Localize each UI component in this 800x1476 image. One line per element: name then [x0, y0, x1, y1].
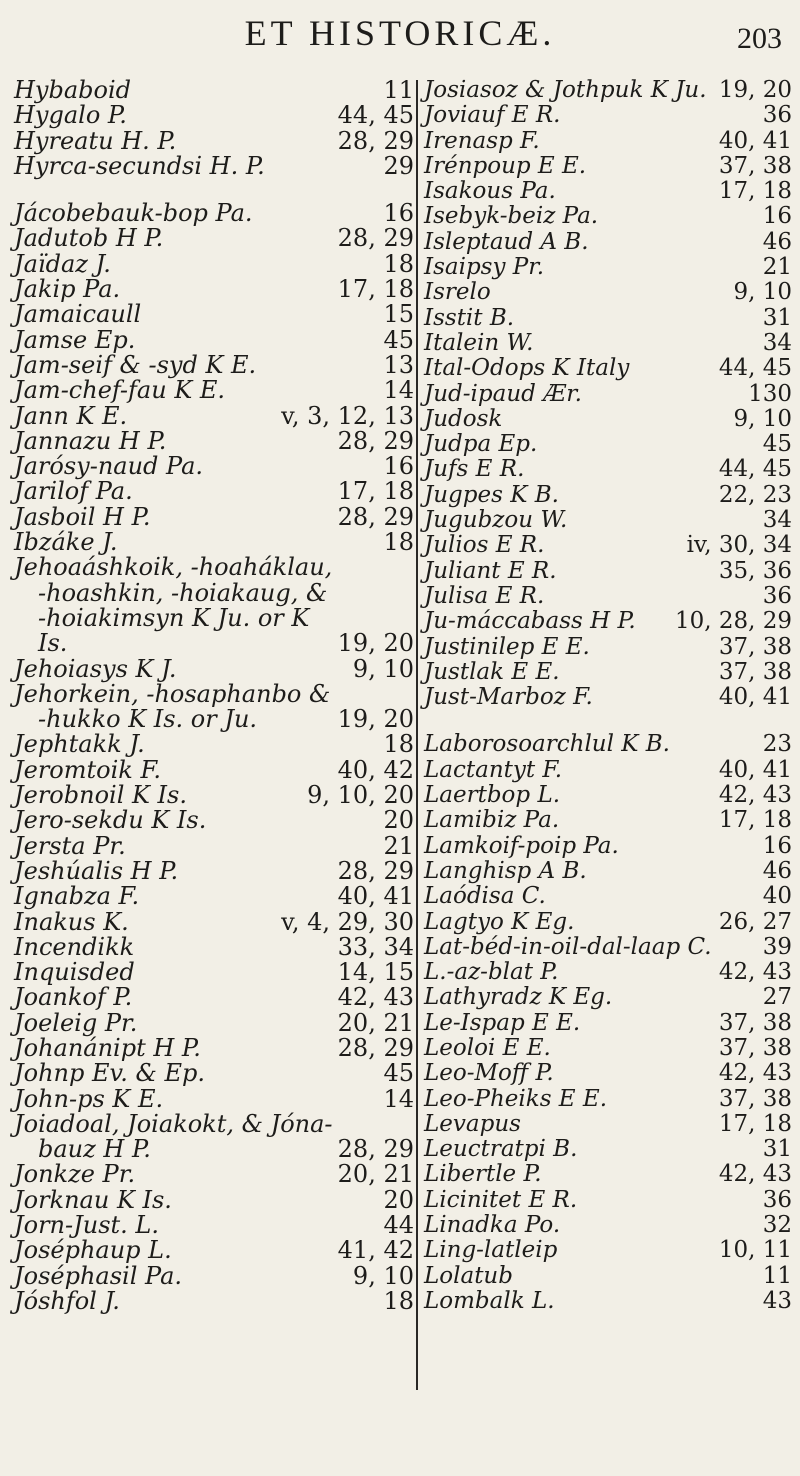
- index-entry: [424, 1188, 792, 1213]
- entry-name: Joviauf E R.: [424, 102, 561, 129]
- index-entry: [424, 407, 792, 432]
- index-entry: [14, 1286, 414, 1315]
- index-entry: [424, 1112, 792, 1137]
- entry-name: -hukko K Is. or Ju.: [38, 705, 258, 734]
- entry-page-ref: 40, 41: [718, 684, 792, 711]
- entry-name: -hoashkin, -hoiakaug, &: [38, 578, 328, 607]
- entry-page-ref: 20, 21: [337, 1160, 414, 1189]
- entry-page-ref: 37, 38: [718, 633, 792, 660]
- entry-name: Jam-chef-fau K E.: [14, 376, 226, 405]
- index-entry: [14, 985, 414, 1010]
- index-entry: [14, 631, 414, 656]
- entry-name: Jamse Ep.: [14, 325, 136, 354]
- entry-name: Jakip Pa.: [14, 275, 121, 304]
- index-entry: [424, 660, 792, 685]
- index-entry: [14, 1008, 414, 1037]
- index-entry: [14, 201, 414, 226]
- entry-page-ref: 10, 11: [718, 1237, 792, 1264]
- entry-name: Jephtakk J.: [14, 730, 145, 759]
- entry-page-ref: 14: [383, 376, 414, 405]
- entry-name: Jonkze Pr.: [14, 1160, 136, 1189]
- entry-name: Justinilep E E.: [424, 633, 590, 660]
- entry-name: Joséphasil Pa.: [14, 1261, 183, 1290]
- entry-page-ref: 46: [762, 228, 792, 255]
- index-entry: [14, 401, 414, 430]
- entry-page-ref: 28, 29: [337, 224, 414, 253]
- entry-page-ref: 26, 27: [718, 908, 792, 935]
- entry-page-ref: 130: [748, 380, 792, 407]
- index-entry: [424, 154, 792, 179]
- entry-page-ref: 18: [383, 528, 414, 557]
- entry-name: Jugubzou W.: [424, 507, 568, 534]
- entry-page-ref: 28, 29: [337, 502, 414, 531]
- entry-page-ref: 15: [383, 300, 414, 329]
- entry-name: Leo-Moff P.: [424, 1060, 554, 1087]
- index-entry: [14, 555, 414, 580]
- entry-name: Jufs E R.: [424, 456, 525, 483]
- entry-page-ref: 19, 20: [337, 629, 414, 658]
- entry-name: Leoloi E E.: [424, 1034, 551, 1061]
- running-title: ET HISTORICÆ.: [244, 13, 556, 53]
- entry-page-ref: v, 4, 29, 30: [281, 907, 414, 936]
- entry-page-ref: 43: [762, 1287, 792, 1314]
- index-entry: [14, 856, 414, 885]
- entry-page-ref: 19, 20: [718, 77, 792, 103]
- entry-name: Laódisa C.: [424, 883, 546, 910]
- index-entry: [14, 808, 414, 833]
- index-entry: [424, 559, 792, 584]
- entry-page-ref: 46: [762, 857, 792, 884]
- entry-name: John-ps K E.: [14, 1084, 164, 1113]
- entry-name: Lombalk L.: [424, 1287, 555, 1314]
- entry-page-ref: 11: [762, 1262, 792, 1289]
- entry-name: Jorn-Just. L.: [14, 1211, 159, 1240]
- entry-name: L.-az-blat P.: [424, 959, 559, 986]
- entry-page-ref: 28, 29: [337, 126, 414, 155]
- entry-name: Josiasoz & Jothpuk K Ju.: [424, 77, 707, 103]
- index-entry: [14, 1061, 414, 1086]
- index-entry: [14, 454, 414, 479]
- index-entry: [424, 457, 792, 482]
- index-entry: [14, 350, 414, 379]
- entry-name: Jehorkein, -hosaphanbo &: [14, 679, 331, 708]
- page-number: 203: [737, 22, 782, 55]
- index-entry: [424, 1137, 792, 1162]
- entry-page-ref: 17, 18: [337, 275, 414, 304]
- index-entry: [424, 808, 792, 833]
- index-entry: [424, 758, 792, 783]
- entry-page-ref: 19, 20: [337, 705, 414, 734]
- entry-name: Lamkoif-poip Pa.: [424, 832, 619, 859]
- index-entry: [14, 226, 414, 251]
- entry-page-ref: 27: [762, 984, 792, 1011]
- index-entry: [14, 1213, 414, 1238]
- entry-name: Jannazu H P.: [14, 426, 167, 455]
- index-entry: [14, 151, 414, 180]
- entry-page-ref: 40: [762, 883, 792, 910]
- entry-name: Jamaicaull: [14, 300, 142, 329]
- entry-page-ref: 20, 21: [337, 1008, 414, 1037]
- entry-page-ref: 37, 38: [718, 658, 792, 685]
- entry-page-ref: 45: [762, 431, 792, 458]
- entry-name: Jud-ipaud Ær.: [424, 380, 582, 407]
- index-entry: [424, 508, 792, 533]
- index-entry: [424, 685, 792, 710]
- index-entry: [424, 1036, 792, 1061]
- index-entry: [424, 910, 792, 935]
- entry-name: Linadka Po.: [424, 1212, 561, 1239]
- index-entry: [14, 426, 414, 455]
- entry-name: -hoiakimsyn K Ju. or K: [38, 603, 310, 632]
- entry-name: Jorknau K Is.: [14, 1185, 172, 1214]
- entry-page-ref: 44, 45: [718, 355, 792, 382]
- entry-name: Lat-béd-in-oil-dal-laap C.: [424, 933, 712, 960]
- index-entry: [14, 783, 414, 808]
- index-entry: [14, 831, 414, 860]
- entry-page-ref: 9, 10: [352, 654, 414, 683]
- entry-page-ref: 45: [383, 1059, 414, 1088]
- index-entry: [424, 935, 792, 960]
- index-entry: [424, 179, 792, 204]
- entry-name: Johnp Ev. & Ep.: [14, 1059, 205, 1088]
- index-entry: [14, 679, 414, 708]
- entry-page-ref: 9, 10, 20: [307, 781, 414, 810]
- index-entry: [424, 129, 792, 154]
- index-entry: [424, 1238, 792, 1263]
- index-entry: [424, 483, 792, 508]
- entry-name: Jero-sekdu K Is.: [14, 806, 207, 835]
- entry-name: Jasboil H P.: [14, 502, 151, 531]
- entry-page-ref: 9, 10: [352, 1261, 414, 1290]
- entry-page-ref: 17, 18: [718, 807, 792, 834]
- index-entry: [14, 755, 414, 784]
- entry-page-ref: 42, 43: [718, 1060, 792, 1087]
- entry-page-ref: v, 3, 12, 13: [281, 401, 414, 430]
- entry-name: Hyreatu H. P.: [14, 126, 177, 155]
- page-header: [0, 4, 800, 80]
- entry-page-ref: 39: [762, 933, 792, 960]
- entry-page-ref: 44, 45: [718, 456, 792, 483]
- entry-name: Joeleig Pr.: [14, 1008, 138, 1037]
- index-entry: [424, 859, 792, 884]
- entry-page-ref: 40, 42: [337, 755, 414, 784]
- entry-name: Italein W.: [424, 329, 534, 356]
- index-entry: [14, 103, 414, 128]
- entry-page-ref: 21: [383, 831, 414, 860]
- entry-page-ref: 14, 15: [337, 958, 414, 987]
- index-entry: [424, 1011, 792, 1036]
- entry-page-ref: 9, 10: [733, 279, 792, 306]
- entry-name: Hygalo P.: [14, 101, 127, 130]
- index-entry: [424, 382, 792, 407]
- entry-page-ref: 13: [383, 350, 414, 379]
- entry-name: Laborosoarchlul K B.: [424, 731, 670, 758]
- index-entry: [424, 78, 792, 103]
- entry-name: Jácobebauk-bop Pa.: [14, 199, 253, 228]
- index-entry: [424, 204, 792, 229]
- entry-page-ref: 14: [383, 1084, 414, 1113]
- index-entry: [14, 325, 414, 354]
- entry-name: Judosk: [424, 405, 503, 432]
- index-entry: [14, 1261, 414, 1290]
- entry-page-ref: 17, 18: [337, 477, 414, 506]
- entry-name: Incendikk: [14, 932, 135, 961]
- index-entry: [14, 707, 414, 732]
- entry-page-ref: 45: [383, 325, 414, 354]
- entry-name: Langhisp A B.: [424, 857, 587, 884]
- entry-name: Jarilof Pa.: [14, 477, 133, 506]
- entry-name: Hybaboid: [14, 76, 132, 104]
- entry-name: Laertbop L.: [424, 782, 561, 809]
- entry-page-ref: 22, 23: [718, 481, 792, 508]
- entry-page-ref: 16: [762, 832, 792, 859]
- entry-name: Judpa Ep.: [424, 431, 538, 458]
- entry-name: Ibzáke J.: [14, 528, 118, 557]
- entry-page-ref: 18: [383, 1286, 414, 1315]
- index-entry: [424, 356, 792, 381]
- entry-page-ref: 31: [762, 1136, 792, 1163]
- entry-page-ref: 42, 43: [337, 983, 414, 1012]
- entry-page-ref: 18: [383, 249, 414, 278]
- entry-name: Lolatub: [424, 1262, 513, 1289]
- entry-page-ref: 37, 38: [718, 1009, 792, 1036]
- index-entry: [14, 302, 414, 327]
- entry-page-ref: 17, 18: [718, 178, 792, 205]
- entry-page-ref: 20: [383, 1185, 414, 1214]
- entry-page-ref: 18: [383, 730, 414, 759]
- index-entry: [424, 230, 792, 255]
- entry-page-ref: 44: [383, 1211, 414, 1240]
- index-entry: [14, 249, 414, 278]
- index-entry: [14, 1238, 414, 1263]
- entry-name: Jugpes K B.: [424, 481, 559, 508]
- entry-page-ref: 40, 41: [718, 756, 792, 783]
- entry-name: Leuctratpi B.: [424, 1136, 578, 1163]
- entry-page-ref: 44, 45: [337, 101, 414, 130]
- index-entry: [424, 584, 792, 609]
- entry-name: Isstit B.: [424, 304, 515, 331]
- entry-name: Lagtyo K Eg.: [424, 908, 575, 935]
- entry-name: Jerobnoil K Is.: [14, 781, 187, 810]
- entry-name: Joankof P.: [14, 983, 133, 1012]
- entry-name: Irénpoup E E.: [424, 152, 587, 179]
- entry-name: Jehoiasys K J.: [14, 654, 177, 683]
- entry-name: Isrelo: [424, 279, 491, 306]
- index-entry: [14, 78, 414, 103]
- entry-page-ref: 34: [762, 507, 792, 534]
- entry-page-ref: 36: [762, 582, 792, 609]
- entry-name: Jaïdaz J.: [14, 249, 111, 278]
- column-divider: [416, 80, 418, 1390]
- index-entry: [14, 1137, 414, 1162]
- entry-page-ref: 40, 41: [337, 882, 414, 911]
- index-entry: [14, 479, 414, 504]
- index-entry: [14, 1109, 414, 1138]
- entry-page-ref: 33, 34: [337, 932, 414, 961]
- index-entry: [424, 985, 792, 1010]
- entry-page-ref: 28, 29: [337, 856, 414, 885]
- entry-name: Libertle P.: [424, 1161, 542, 1188]
- entry-name: Jóshfol J.: [14, 1286, 120, 1315]
- entry-page-ref: 36: [762, 1186, 792, 1213]
- index-entry: [424, 609, 792, 634]
- entry-page-ref: 42, 43: [718, 959, 792, 986]
- index-entry: [14, 1084, 414, 1113]
- index-entry: [14, 502, 414, 531]
- entry-page-ref: 23: [762, 731, 792, 758]
- entry-name: Lamibiz Pa.: [424, 807, 560, 834]
- entry-name: Juliant E R.: [424, 557, 557, 584]
- entry-page-ref: 16: [383, 199, 414, 228]
- entry-name: Hyrca-secundsi H. P.: [14, 151, 265, 180]
- index-entry: [424, 103, 792, 128]
- entry-name: Jann K E.: [14, 401, 128, 430]
- index-entry: [424, 533, 792, 558]
- index-entry: [14, 1185, 414, 1214]
- entry-name: Le-Ispap E E.: [424, 1009, 581, 1036]
- entry-page-ref: 11: [383, 76, 414, 104]
- index-entry: [14, 732, 414, 757]
- index-entry: [14, 907, 414, 936]
- entry-name: Joiadoal, Joiakokt, & Jóna-: [14, 1109, 333, 1138]
- index-entry: [424, 255, 792, 280]
- entry-page-ref: 42, 43: [718, 1161, 792, 1188]
- index-entry: [14, 277, 414, 302]
- index-entry: [424, 834, 792, 859]
- index-entry: [424, 280, 792, 305]
- index-entry: [424, 635, 792, 660]
- index-entry: [14, 126, 414, 155]
- entry-name: Licinitet E R.: [424, 1186, 578, 1213]
- entry-name: Ital-Odops K Italy: [424, 355, 630, 382]
- entry-name: Julisa E R.: [424, 582, 545, 609]
- entry-page-ref: 10, 28, 29: [674, 608, 792, 635]
- entry-page-ref: 20: [383, 806, 414, 835]
- index-entry: [14, 884, 414, 909]
- entry-page-ref: 32: [762, 1212, 792, 1239]
- entry-name: Johanánipt H P.: [14, 1033, 201, 1062]
- entry-name: Jersta Pr.: [14, 831, 126, 860]
- index-entry: [424, 306, 792, 331]
- index-entry: [14, 960, 414, 985]
- entry-page-ref: 41, 42: [337, 1236, 414, 1265]
- entry-name: bauz H P.: [38, 1135, 151, 1164]
- entry-name: Isebyk-beiz Pa.: [424, 203, 599, 230]
- index-entry: [424, 432, 792, 457]
- index-entry: [14, 578, 414, 607]
- index-entry: [14, 603, 414, 632]
- left-index-column: [14, 78, 414, 1368]
- entry-name: Jeshúalis H P.: [14, 856, 179, 885]
- index-entry: [424, 1061, 792, 1086]
- entry-page-ref: 17, 18: [718, 1110, 792, 1137]
- entry-page-ref: 40, 41: [718, 127, 792, 154]
- index-entry: [14, 932, 414, 961]
- entry-page-ref: 28, 29: [337, 426, 414, 455]
- entry-page-ref: 35, 36: [718, 557, 792, 584]
- entry-name: Joséphaup L.: [14, 1236, 172, 1265]
- entry-name: Lathyradz K Eg.: [424, 984, 613, 1011]
- index-entry: [424, 331, 792, 356]
- entry-name: Inakus K.: [14, 907, 129, 936]
- index-entry: [424, 732, 792, 757]
- index-entry: [424, 884, 792, 909]
- index-entry: [424, 1162, 792, 1187]
- index-entry: [14, 654, 414, 683]
- entry-page-ref: 28, 29: [337, 1135, 414, 1164]
- entry-name: Jeromtoik F.: [14, 755, 161, 784]
- right-index-column: [424, 78, 792, 1368]
- entry-name: Isleptaud A B.: [424, 228, 589, 255]
- entry-name: Isaipsy Pr.: [424, 254, 545, 281]
- entry-name: Ling-latleip: [424, 1237, 558, 1264]
- index-entry: [424, 1264, 792, 1289]
- entry-name: Irenasp F.: [424, 127, 540, 154]
- entry-page-ref: 34: [762, 329, 792, 356]
- index-entry: [14, 378, 414, 403]
- entry-name: Justlak E E.: [424, 658, 560, 685]
- entry-page-ref: 16: [762, 203, 792, 230]
- index-entry: [424, 1087, 792, 1112]
- entry-name: Jarósy-naud Pa.: [14, 452, 204, 481]
- entry-name: Jadutob H P.: [14, 224, 164, 253]
- entry-name: Just-Marboz F.: [424, 684, 593, 711]
- index-entry: [424, 960, 792, 985]
- entry-page-ref: 36: [762, 102, 792, 129]
- index-entry: [14, 1162, 414, 1187]
- entry-name: Inquisded: [14, 958, 135, 987]
- entry-page-ref: 16: [383, 452, 414, 481]
- entry-page-ref: 37, 38: [718, 152, 792, 179]
- entry-page-ref: iv, 30, 34: [686, 532, 792, 559]
- entry-page-ref: 37, 38: [718, 1085, 792, 1112]
- entry-page-ref: 42, 43: [718, 782, 792, 809]
- entry-name: Isakous Pa.: [424, 178, 556, 205]
- index-entry: [424, 1289, 792, 1314]
- entry-name: Lactantyt F.: [424, 756, 563, 783]
- index-entry: [14, 1033, 414, 1062]
- entry-name: Julios E R.: [424, 532, 545, 559]
- entry-name: Jam-seif & -syd K E.: [14, 350, 257, 379]
- entry-name: Ignabza F.: [14, 882, 140, 911]
- entry-page-ref: 37, 38: [718, 1034, 792, 1061]
- index-entry: [424, 1213, 792, 1238]
- entry-page-ref: 31: [762, 304, 792, 331]
- entry-page-ref: 29: [383, 151, 414, 180]
- entry-page-ref: 21: [762, 254, 792, 281]
- entry-name: Leo-Pheiks E E.: [424, 1085, 608, 1112]
- index-entry: [424, 783, 792, 808]
- entry-page-ref: 28, 29: [337, 1033, 414, 1062]
- entry-page-ref: 9, 10: [733, 405, 792, 432]
- entry-name: Jehoaáshkoik, -hoaháklau,: [14, 553, 333, 582]
- entry-name: Ju-máccabass H P.: [424, 608, 636, 635]
- index-entry: [14, 530, 414, 555]
- entry-name: Is.: [38, 629, 68, 658]
- entry-name: Levapus: [424, 1110, 521, 1137]
